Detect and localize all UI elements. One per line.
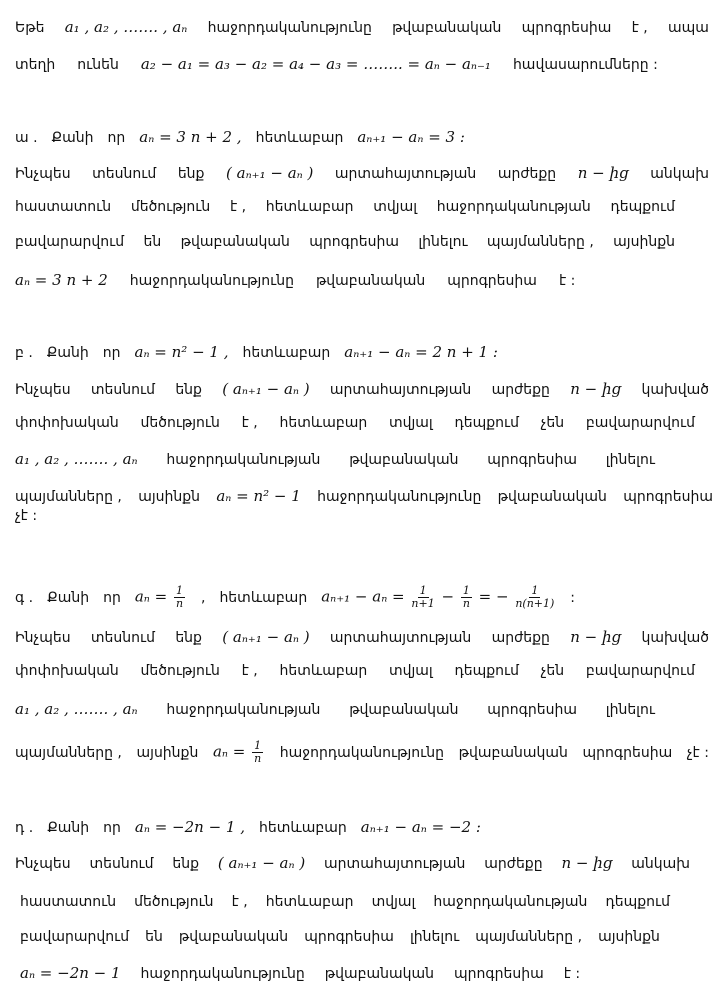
formula: aₙ = n² − 1 , (134, 343, 229, 361)
section-d-line-1 (15, 854, 690, 872)
numerator: 1 (531, 584, 539, 597)
word: անկախ (650, 166, 709, 182)
word: թվաբանական (392, 20, 502, 36)
word: հաստատուն (20, 894, 117, 910)
section-a-heading (15, 128, 709, 146)
word: է , (241, 663, 258, 679)
fraction (515, 585, 554, 610)
section-d-line-2 (20, 894, 670, 910)
fraction (461, 585, 472, 610)
formula-part: aₙ₊₁ − aₙ = (321, 587, 405, 606)
section-letter: դ . (15, 820, 34, 836)
formula: n − ից (570, 380, 622, 398)
formula: n − ից (561, 854, 613, 872)
word: ենք (175, 382, 202, 398)
word: հաջորդականության (166, 702, 321, 718)
word: տվյալ (388, 663, 433, 679)
word: տեսնում (90, 630, 155, 646)
formula-part: aₙ = (212, 742, 246, 761)
word: հետևաբար (265, 199, 354, 215)
word: տվյալ (388, 415, 433, 431)
word: Քանի (47, 820, 90, 836)
section-c-line-3 (15, 700, 655, 718)
formula: ( aₙ₊₁ − aₙ ) (226, 164, 314, 182)
word: դեպքում (610, 199, 675, 215)
word: լինելու (409, 929, 460, 945)
comma: , (200, 589, 206, 606)
word: չեն (540, 663, 565, 679)
formula: n − ից (570, 628, 622, 646)
word: այսինքն (136, 744, 199, 761)
word: Ինչպես (15, 630, 71, 646)
intro-line-1 (15, 18, 709, 36)
word: են (145, 929, 163, 945)
word: կախված (641, 630, 709, 646)
word: Քանի (47, 589, 90, 606)
word: հաջորդականության (433, 894, 588, 910)
word: պրոգրեսիա (487, 702, 577, 718)
section-d-line-3 (20, 929, 660, 945)
section-b-line-2 (15, 415, 695, 431)
section-b-heading (15, 343, 709, 361)
word: հավասարումները : (512, 57, 658, 73)
word: հաստատուն (15, 199, 112, 215)
section-d-heading (15, 818, 709, 836)
formula: ( aₙ₊₁ − aₙ ) (222, 380, 310, 398)
formula: n − ից (577, 164, 629, 182)
word: հետևաբար (259, 820, 347, 836)
section-b-line-4 (15, 487, 713, 505)
formula: aₙ₊₁ − aₙ = −2 : (360, 818, 481, 836)
denominator: n(n+1) (515, 597, 555, 610)
word: պայմանները , (475, 929, 583, 945)
section-c-line-4 (15, 740, 709, 765)
word: փոփոխական (15, 663, 119, 679)
word: : (570, 589, 576, 606)
word: տվյալ (371, 894, 416, 910)
word: այսինքն (613, 234, 675, 250)
intro-line-2 (15, 55, 709, 73)
word: դեպքում (454, 663, 519, 679)
section-b-line-3 (15, 450, 655, 468)
sequence-math: a₁ , a₂ , ……. , aₙ (15, 450, 138, 468)
section-a-line-1 (15, 164, 709, 182)
word: հաջորդականությունը (279, 744, 444, 761)
word: հետևաբար (265, 894, 354, 910)
word: փոփոխական (15, 415, 119, 431)
denominator: n+1 (411, 597, 435, 610)
word: մեծություն (130, 199, 211, 215)
word: դեպքում (605, 894, 670, 910)
section-a-line-4 (15, 271, 709, 289)
word: թվաբանական (315, 273, 426, 289)
formula-part: − (441, 587, 455, 606)
section-a-line-2 (15, 199, 675, 215)
word: թվաբանական (178, 929, 289, 945)
word: Ինչպես (15, 166, 71, 182)
formula (213, 740, 265, 765)
word: են (143, 234, 162, 250)
word: հաջորդականության (166, 452, 321, 468)
word: չեն (540, 415, 565, 431)
formula: aₙ₊₁ − aₙ = 3 : (357, 128, 465, 146)
word: ենք (175, 630, 202, 646)
formula: aₙ = −2n − 1 , (134, 818, 246, 836)
difference-equality-math: a₂ − a₁ = a₃ − a₂ = a₄ − a₃ = …….. = aₙ − aₙ₋₁ (140, 55, 491, 73)
word: կախված (641, 382, 709, 398)
word: ենք (177, 166, 205, 182)
word: այսինքն (138, 489, 201, 505)
numerator: 1 (462, 584, 470, 597)
word: տեսնում (90, 382, 155, 398)
word: հաջորդականությունը (129, 273, 294, 289)
word: բավարարվում (585, 415, 695, 431)
denominator: n (254, 752, 262, 765)
word: որ (107, 130, 126, 146)
word: արտահայտության (334, 166, 477, 182)
word: պրոգրեսիա (447, 273, 537, 289)
word: հետևաբար (255, 130, 344, 146)
formula: ( aₙ₊₁ − aₙ ) (217, 854, 306, 872)
word: որ (102, 345, 121, 361)
formula (135, 585, 187, 610)
word: մեծություն (140, 415, 220, 431)
word: Քանի (51, 130, 94, 146)
word: պրոգրեսիա (521, 20, 612, 36)
formula: aₙ₊₁ − aₙ = 2 n + 1 : (344, 343, 498, 361)
word: հետևաբար (242, 345, 331, 361)
word: հաջորդականությունը (140, 966, 305, 982)
section-letter: ա . (15, 130, 38, 146)
word: Եթե (15, 20, 45, 36)
word: հետևաբար (279, 663, 368, 679)
section-c-line-1 (15, 628, 709, 646)
word: հաջորդականությունը (207, 20, 372, 36)
word: պրոգրեսիա (487, 452, 577, 468)
word: է : (558, 273, 576, 289)
word: արտահայտության (329, 382, 472, 398)
word: թվաբանական (497, 489, 607, 505)
sequence-math: a₁ , a₂ , ……. , aₙ (64, 18, 188, 36)
formula (321, 585, 556, 610)
word: մեծություն (140, 663, 220, 679)
formula-part: aₙ = (134, 587, 168, 606)
word: ենք (172, 856, 200, 872)
sequence-math: a₁ , a₂ , ……. , aₙ (15, 700, 138, 718)
word: թվաբանական (349, 452, 459, 468)
word: այսինքն (598, 929, 660, 945)
word: ունեն (77, 57, 119, 73)
word: հետևաբար (219, 589, 308, 606)
word: պայմանները , (15, 744, 122, 761)
word: է , (229, 199, 247, 215)
fraction (252, 740, 263, 765)
word: հաջորդականության (436, 199, 591, 215)
word: տեղի (15, 57, 56, 73)
word: Քանի (46, 345, 89, 361)
word: արժեքը (497, 166, 557, 182)
word: ապա (668, 20, 709, 36)
word: արտահայտության (324, 856, 466, 872)
formula: ( aₙ₊₁ − aₙ ) (222, 628, 310, 646)
word: է , (231, 894, 248, 910)
word: պայմանները , (15, 489, 122, 505)
word: տեսնում (89, 856, 154, 872)
section-c-heading (15, 585, 709, 610)
word: պրոգրեսիա (309, 234, 399, 250)
word: թվաբանական (180, 234, 290, 250)
section-a-line-3 (15, 234, 675, 250)
formula-part: = − (478, 587, 509, 606)
formula: aₙ = n² − 1 (216, 487, 301, 505)
numerator: 1 (175, 584, 183, 597)
denominator: n (175, 597, 184, 610)
word: բավարարվում (15, 234, 125, 250)
word: անկախ (631, 856, 690, 872)
word: բավարարվում (585, 663, 695, 679)
formula: aₙ = 3 n + 2 , (139, 128, 242, 146)
formula: aₙ = −2n − 1 (20, 964, 121, 982)
word: պայմանները , (486, 234, 594, 250)
section-letter: բ . (15, 345, 33, 361)
word: արժեքը (484, 856, 543, 872)
word: դեպքում (454, 415, 519, 431)
word: որ (103, 589, 121, 606)
word: պրոգրեսիա (582, 744, 673, 761)
section-b-line-5 (15, 508, 709, 524)
word: հետևաբար (279, 415, 368, 431)
word: Ինչպես (15, 382, 71, 398)
word: է : (563, 966, 581, 982)
word: թվաբանական (349, 702, 459, 718)
word: չէ : (15, 508, 38, 524)
word: պրոգրեսիա (454, 966, 544, 982)
word: որ (103, 820, 121, 836)
numerator: 1 (419, 584, 427, 597)
numerator: 1 (254, 739, 262, 752)
section-c-line-2 (15, 663, 695, 679)
word: լինելու (605, 452, 655, 468)
word: չէ : (686, 744, 709, 761)
formula: aₙ = 3 n + 2 (15, 271, 108, 289)
word: հաջորդականությունը (317, 489, 482, 505)
word: Ինչպես (15, 856, 71, 872)
section-d-line-4 (20, 964, 709, 982)
word: արժեքը (491, 630, 550, 646)
word: թվաբանական (324, 966, 435, 982)
word: տեսնում (92, 166, 157, 182)
word: լինելու (605, 702, 655, 718)
word: պրոգրեսիա (623, 489, 713, 505)
word: է , (631, 20, 648, 36)
section-letter: գ . (15, 589, 34, 606)
word: արժեքը (491, 382, 550, 398)
word: լինելու (418, 234, 468, 250)
word: արտահայտության (329, 630, 472, 646)
fraction (411, 585, 434, 610)
word: պրոգրեսիա (304, 929, 394, 945)
fraction (174, 585, 185, 610)
word: է , (241, 415, 258, 431)
word: բավարարվում (20, 929, 130, 945)
denominator: n (462, 597, 470, 610)
word: տվյալ (373, 199, 418, 215)
word: մեծություն (134, 894, 214, 910)
section-b-line-1 (15, 380, 709, 398)
word: թվաբանական (458, 744, 568, 761)
